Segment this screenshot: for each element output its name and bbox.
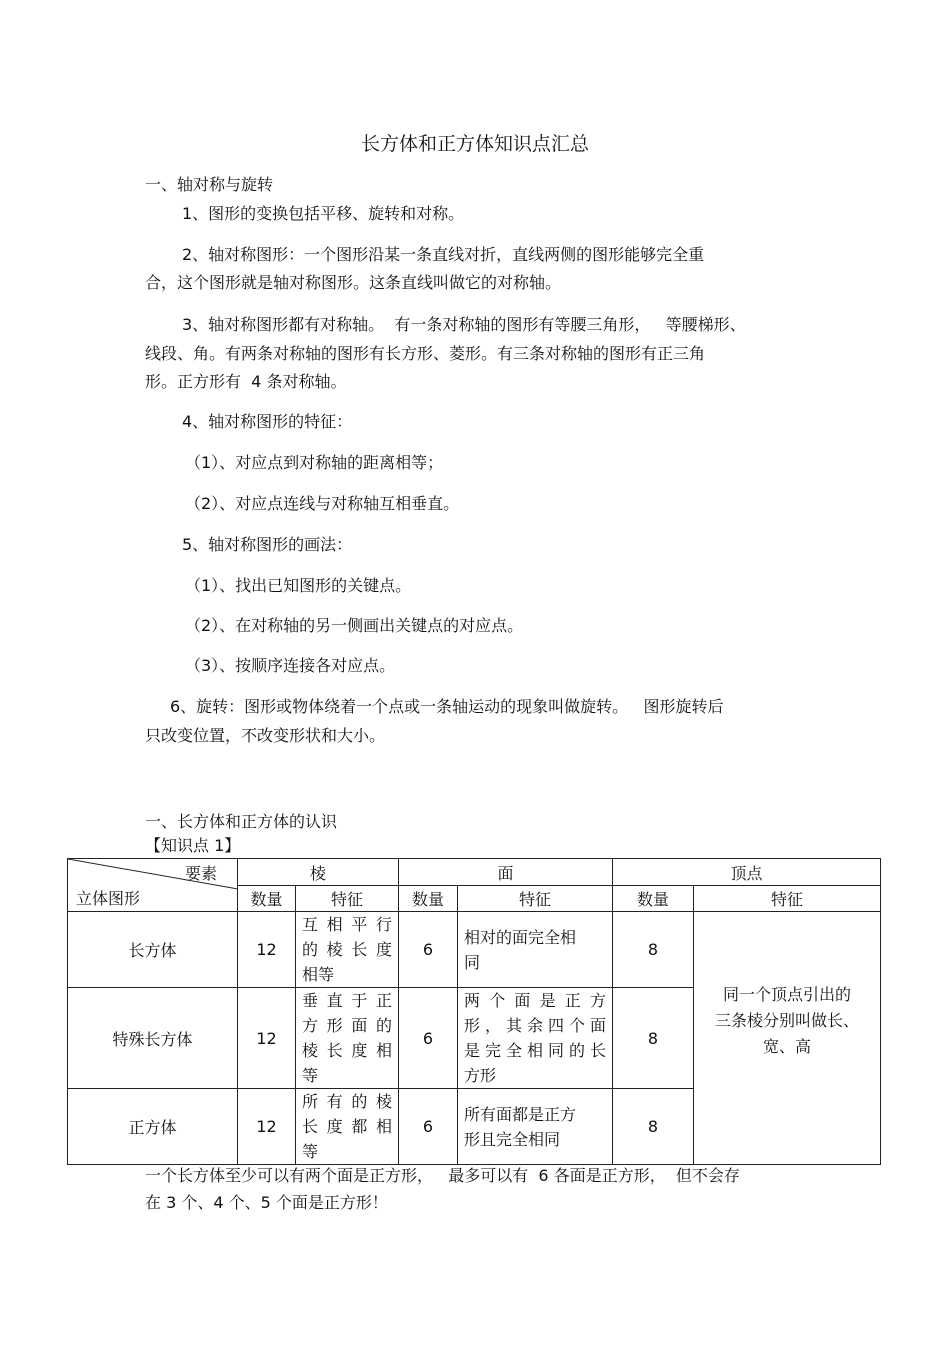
header-edge-feature: 特征	[296, 886, 399, 912]
table-corner-cell	[68, 859, 238, 912]
face-count: 6	[399, 912, 458, 988]
knowledge-point-label: 【知识点 1】	[145, 836, 241, 855]
vertex-feature-line: 宽、高	[762, 1037, 811, 1056]
footer-note-line-2: 在 3 个、4 个、5 个面是正方形！	[145, 1193, 388, 1212]
vertex-feature	[694, 912, 881, 1165]
face-feature-line: 同	[464, 952, 481, 972]
face-feature-line: 相对的面完全相	[464, 927, 577, 947]
edge-feature-line: 方形面的	[302, 1016, 392, 1035]
edge-count: 12	[238, 1089, 296, 1165]
face-feature-line: 是完全相同的长	[464, 1041, 606, 1060]
edge-feature-line: 垂直于正	[302, 991, 392, 1010]
face-feature-line: 方形	[464, 1066, 497, 1085]
vertex-feature-line: 三条棱分别叫做长、	[714, 1011, 859, 1030]
footer-note-line-1: 一个长方体至少可以有两个面是正方形， 最多可以有 6 各面是正方形， 但不会存	[145, 1166, 740, 1185]
edge-feature	[296, 1089, 399, 1165]
row-name: 正方体	[68, 1089, 238, 1165]
edge-feature	[296, 912, 399, 988]
edge-feature	[296, 988, 399, 1089]
paragraph-1: 1、图形的变换包括平移、旋转和对称。	[182, 204, 465, 223]
corner-label-solids: 立体图形	[76, 889, 141, 908]
face-feature	[458, 1089, 613, 1165]
section-heading-cuboid: 一、长方体和正方体的认识	[145, 812, 338, 831]
section-heading-symmetry: 一、轴对称与旋转	[145, 175, 274, 194]
paragraph-4-item-2: （2）、对应点连线与对称轴互相垂直。	[185, 494, 460, 513]
edge-feature-line: 所有的棱	[302, 1092, 392, 1111]
edge-feature-line: 等	[302, 1066, 319, 1085]
paragraph-5-item-2: （2）、在对称轴的另一侧画出关键点的对应点。	[185, 616, 524, 635]
face-feature	[458, 988, 613, 1089]
edge-count: 12	[238, 912, 296, 988]
edge-feature-line: 长度都相	[302, 1117, 392, 1136]
paragraph-5: 5、轴对称图形的画法：	[182, 535, 353, 554]
edge-count: 12	[238, 988, 296, 1089]
header-vertex-count: 数量	[613, 886, 694, 912]
header-face-count: 数量	[399, 886, 458, 912]
page-title: 长方体和正方体知识点汇总	[360, 133, 589, 155]
paragraph-3-line-2: 线段、角。有两条对称轴的图形有长方形、菱形。有三条对称轴的图形有正三角	[145, 344, 706, 363]
face-feature-line: 形且完全相同	[464, 1129, 561, 1149]
header-face: 面	[399, 859, 613, 886]
vertex-count: 8	[613, 988, 694, 1089]
face-feature-line: 两个面是正方	[464, 991, 606, 1010]
edge-feature-line: 等	[302, 1142, 319, 1161]
paragraph-3-line-1: 3、轴对称图形都有对称轴。 有一条对称轴的图形有等腰三角形， 等腰梯形、	[182, 315, 746, 334]
table-row	[68, 912, 881, 988]
paragraph-4-item-1: （1）、对应点到对称轴的距离相等；	[185, 453, 444, 472]
vertex-feature-line: 同一个顶点引出的	[722, 985, 851, 1004]
face-count: 6	[399, 988, 458, 1089]
vertex-count: 8	[613, 912, 694, 988]
face-count: 6	[399, 1089, 458, 1165]
header-vertex: 顶点	[613, 859, 881, 886]
paragraph-3-line-3: 形。正方形有 4 条对称轴。	[145, 372, 347, 391]
header-edge-count: 数量	[238, 886, 296, 912]
paragraph-6-line-2: 只改变位置，不改变形状和大小。	[145, 726, 386, 745]
header-vertex-feature: 特征	[694, 886, 881, 912]
paragraph-5-item-1: （1）、找出已知图形的关键点。	[185, 576, 412, 595]
paragraph-4: 4、轴对称图形的特征：	[182, 412, 353, 431]
header-edge: 棱	[238, 859, 399, 886]
paragraph-5-item-3: （3）、按顺序连接各对应点。	[185, 656, 396, 675]
vertex-count: 8	[613, 1089, 694, 1165]
edge-feature-line: 的棱长度	[302, 940, 392, 959]
face-feature-line: 形，其余四个面	[464, 1016, 606, 1035]
face-feature	[458, 912, 613, 988]
row-name: 特殊长方体	[68, 988, 238, 1089]
header-face-feature: 特征	[458, 886, 613, 912]
face-feature-line: 所有面都是正方	[464, 1104, 577, 1124]
knowledge-table	[67, 858, 881, 1165]
row-name: 长方体	[68, 912, 238, 988]
paragraph-2-line-2: 合，这个图形就是轴对称图形。这条直线叫做它的对称轴。	[145, 273, 562, 292]
edge-feature-line: 相等	[302, 965, 335, 984]
edge-feature-line: 棱长度相	[302, 1041, 392, 1060]
paragraph-2-line-1: 2、轴对称图形：一个图形沿某一条直线对折，直线两侧的图形能够完全重	[182, 245, 705, 264]
corner-label-elements: 要素	[184, 864, 217, 883]
paragraph-6-line-1: 6、旋转：图形或物体绕着一个点或一条轴运动的现象叫做旋转。 图形旋转后	[170, 697, 724, 716]
edge-feature-line: 互相平行	[302, 915, 392, 934]
